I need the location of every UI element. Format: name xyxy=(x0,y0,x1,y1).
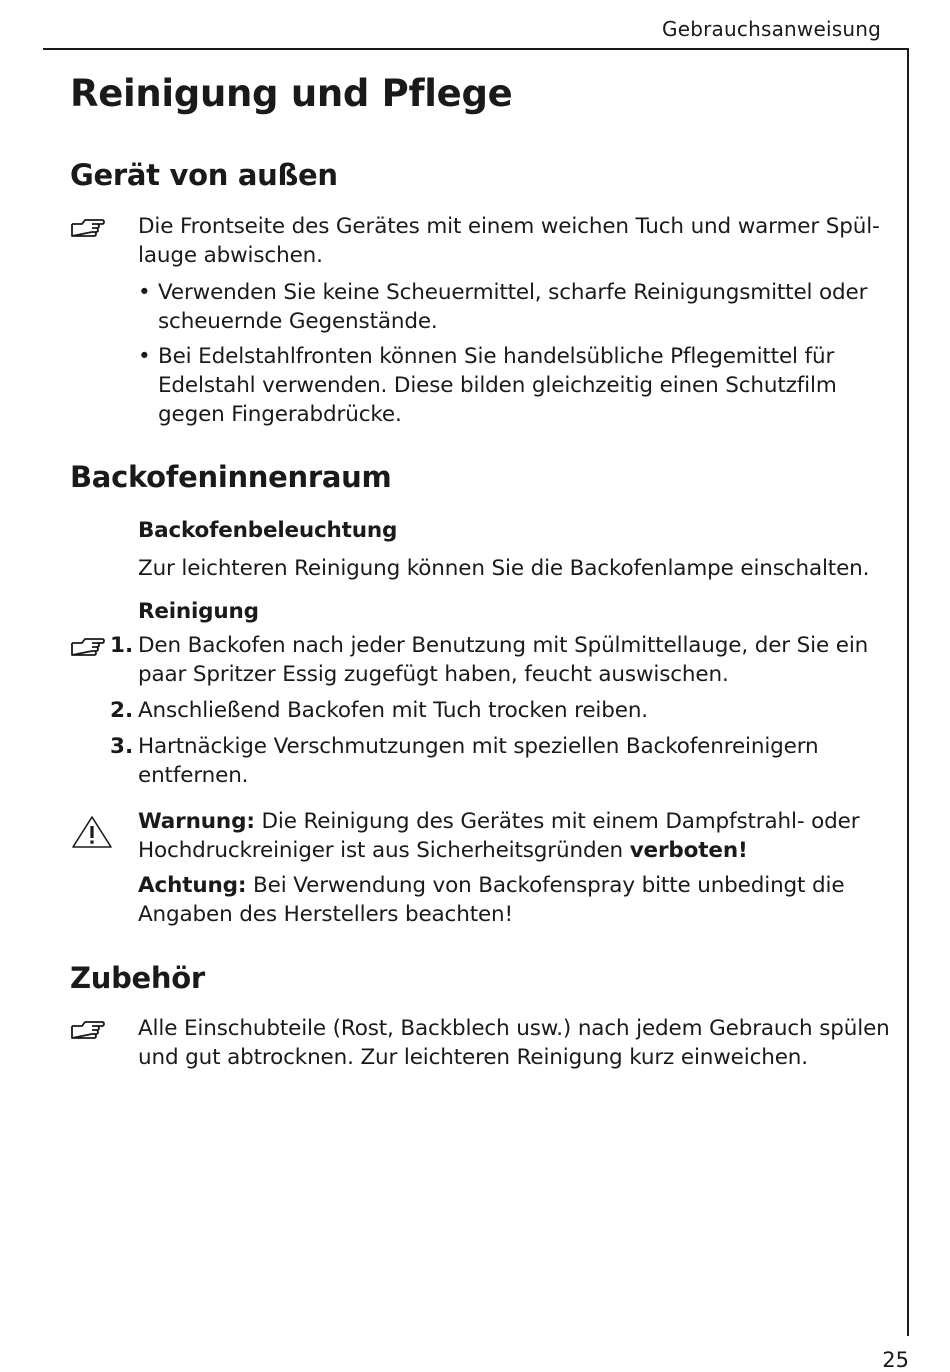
bullet-text-line: Verwenden Sie keine Scheuermittel, scharfe Reinigungsmittel oder xyxy=(158,280,868,305)
warning-text: Die Reinigung des Gerätes mit einem Dampfstrahl- oder xyxy=(254,809,860,834)
caution-text-line-1 xyxy=(138,871,898,900)
step-number: 3. xyxy=(110,734,134,759)
header-label: Gebrauchsanweisung xyxy=(662,17,881,41)
accessories-text-line: Alle Einschubteile (Rost, Backblech usw.) nach jedem Gebrauch spülen xyxy=(138,1016,890,1041)
warning-label: Warnung: xyxy=(138,809,255,834)
lighting-text: Zur leichteren Reinigung können Sie die Backofenlampe einschalten. xyxy=(138,556,870,581)
warning-text: Hochdruckreiniger ist aus Sicherheitsgründen xyxy=(138,838,630,863)
section-title-accessories: Zubehör xyxy=(70,961,205,995)
section-title-exterior: Gerät von außen xyxy=(70,158,338,192)
warning-text-line-1 xyxy=(138,807,898,836)
bullet-dot: • xyxy=(138,344,151,369)
warning-emphasis: verboten! xyxy=(629,838,748,863)
step-text-line: entfernen. xyxy=(138,763,249,788)
pointing-hand-icon xyxy=(70,218,106,240)
caution-text: Bei Verwendung von Backofenspray bitte unbedingt die xyxy=(246,873,845,898)
caution-text-line-2: Angaben des Herstellers beachten! xyxy=(138,902,513,927)
accessories-text-line: und gut abtrocknen. Zur leichteren Reinigung kurz einweichen. xyxy=(138,1045,808,1070)
step-text-line: Hartnäckige Verschmutzungen mit speziellen Backofenreinigern xyxy=(138,734,819,759)
bullet-text-line: Bei Edelstahlfronten können Sie handelsübliche Pflegemittel für xyxy=(158,344,835,369)
pointing-hand-icon xyxy=(70,637,106,659)
subheading-lighting: Backofenbeleuchtung xyxy=(138,518,398,543)
page-title: Reinigung und Pflege xyxy=(70,72,513,115)
pointing-hand-icon xyxy=(70,1020,106,1042)
step-text-line: paar Spritzer Essig zugefügt haben, feucht auswischen. xyxy=(138,662,729,687)
bullet-text-line: gegen Fingerabdrücke. xyxy=(158,402,402,427)
step-text-line: Den Backofen nach jeder Benutzung mit Spülmittellauge, der Sie ein xyxy=(138,633,869,658)
bullet-dot: • xyxy=(138,280,151,305)
page-number: 25 xyxy=(882,1348,909,1372)
bullet-text-line: scheuernde Gegenstände. xyxy=(158,309,438,334)
step-number: 2. xyxy=(110,698,134,723)
bullet-text-line: Edelstahl verwenden. Diese bilden gleichzeitig einen Schutzfilm xyxy=(158,373,837,398)
instruction-text-line: lauge abwischen. xyxy=(138,243,323,268)
header-rule xyxy=(43,48,909,50)
section-title-interior: Backofeninnenraum xyxy=(70,460,392,494)
instruction-text-line: Die Frontseite des Gerätes mit einem weichen Tuch und warmer Spül- xyxy=(138,214,880,239)
warning-text-line-2 xyxy=(138,836,898,865)
caution-label: Achtung: xyxy=(138,873,247,898)
warning-triangle-icon xyxy=(70,814,114,850)
margin-rule xyxy=(907,48,909,1336)
subheading-cleaning: Reinigung xyxy=(138,599,259,624)
step-number: 1. xyxy=(110,633,134,658)
step-text-line: Anschließend Backofen mit Tuch trocken reiben. xyxy=(138,698,648,723)
